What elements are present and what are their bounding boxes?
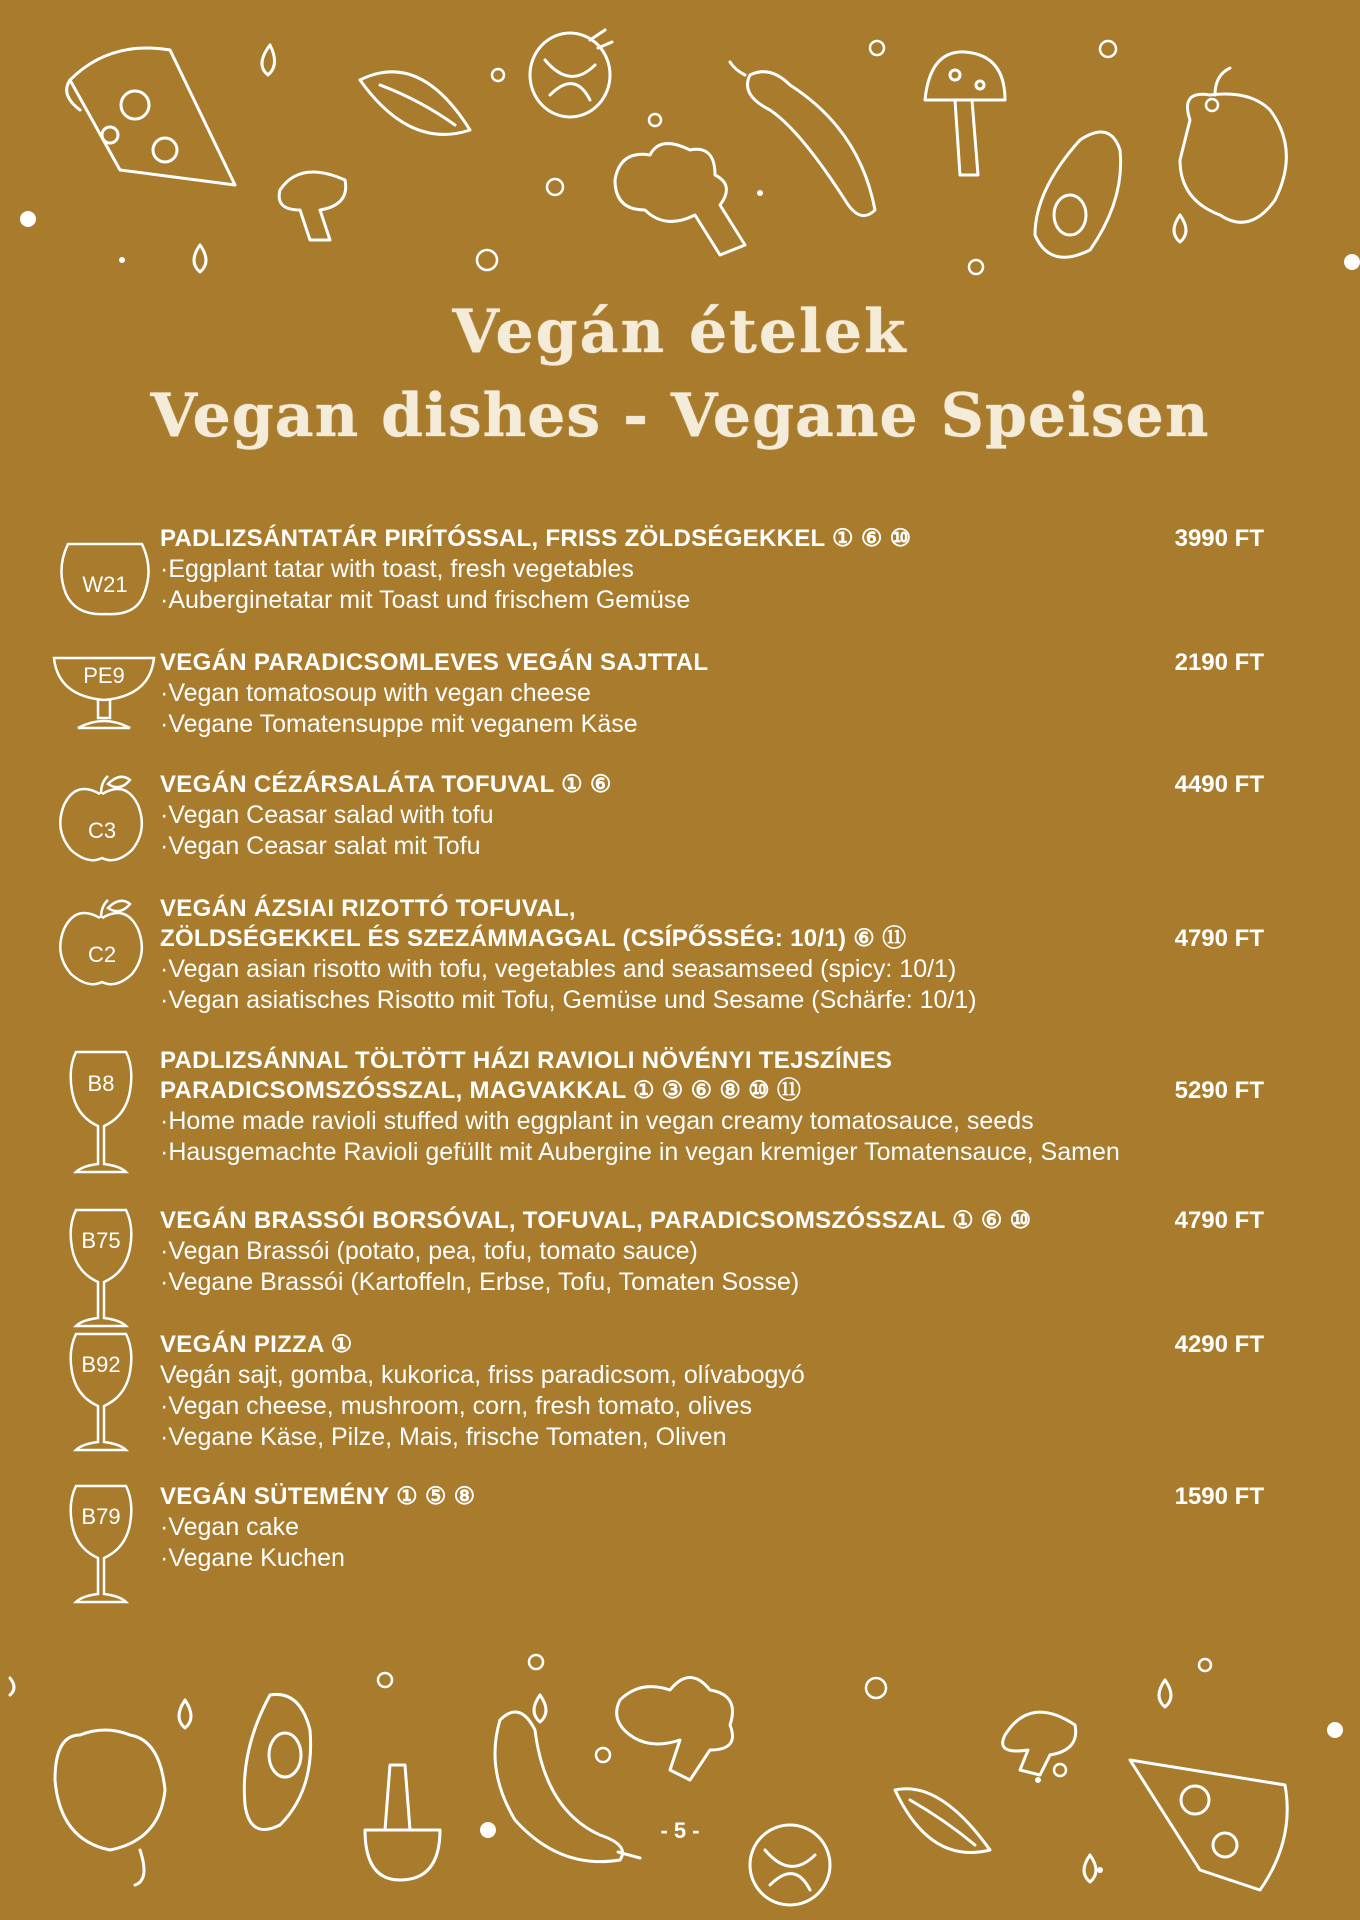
mushroom-icon: [365, 1765, 440, 1880]
wine-glass-icon: [46, 524, 156, 664]
item-name: VEGÁN BRASSÓI BORSÓVAL, TOFUVAL, PARADICSOMSZÓSSZAL ① ⑥ ⑩: [160, 1207, 1032, 1234]
bottom-food-doodles: [0, 1640, 1360, 1920]
svg-text:B8: B8: [87, 1071, 115, 1096]
avocado-icon: [1035, 132, 1121, 257]
item-description-de: ·Vegan asiatisches Risotto mit Tofu, Gemüse und Sesame (Schärfe: 10/1): [160, 986, 977, 1014]
item-description-de: ·Auberginetatar mit Toast und frischem Gemüse: [160, 586, 691, 614]
mushroom-icon: [925, 52, 1005, 175]
item-description-en: ·Vegan Brassói (potato, pea, tofu, tomato sauce): [160, 1237, 698, 1265]
svg-text:C3: C3: [87, 818, 117, 843]
avocado-icon: [244, 1694, 310, 1829]
mushroom-icon: [279, 172, 346, 240]
item-description-hu: Vegán sajt, gomba, kukorica, friss paradicsom, olívabogyó: [160, 1361, 805, 1389]
apple-icon: [46, 770, 156, 910]
eggplant-icon: [495, 1712, 640, 1862]
top-food-doodles: [0, 0, 1360, 290]
item-price: 3990 FT: [1174, 525, 1264, 552]
broccoli-icon: [615, 144, 745, 255]
pepper-icon: [1180, 68, 1286, 222]
svg-text:PE9: PE9: [83, 663, 125, 688]
item-name: VEGÁN PIZZA ①: [160, 1331, 353, 1358]
leaf-icon: [360, 72, 470, 135]
pizza-icon: [67, 48, 235, 185]
beer-glass-icon: [46, 1482, 156, 1622]
item-description-en: ·Home made ravioli stuffed with eggplant in vegan creamy tomatosauce, seeds: [160, 1107, 1034, 1135]
item-description-de: ·Vegane Brassói (Kartoffeln, Erbse, Tofu, Tomaten Sosse): [160, 1268, 800, 1296]
item-description-en: ·Vegan cake: [160, 1513, 299, 1541]
item-name: PADLIZSÁNNAL TÖLTÖTT HÁZI RAVIOLI NÖVÉNYI TEJSZÍNES PARADICSOMSZÓSSZAL, MAGVAKKAL ① ③ ⑥ ⑧ ⑩ ⑪: [160, 1047, 893, 1104]
item-description-de: ·Vegane Kuchen: [160, 1544, 345, 1572]
page-subtitle: Vegan dishes - Vegane Speisen: [150, 381, 1210, 451]
item-name: VEGÁN ÁZSIAI RIZOTTÓ TOFUVAL, ZÖLDSÉGEKKEL ÉS SZEZÁMMAGGAL (CSÍPŐSSÉG: 10/1) ⑥ ⑪: [160, 895, 907, 952]
item-description-de: ·Vegane Tomatensuppe mit veganem Käse: [160, 710, 638, 738]
walnut-icon: [530, 30, 612, 117]
chili-icon: [730, 62, 875, 216]
svg-text:B79: B79: [81, 1504, 121, 1529]
item-price: 4790 FT: [1174, 925, 1264, 952]
pepper-icon: [55, 1730, 165, 1885]
item-price: 4490 FT: [1174, 771, 1264, 798]
item-price: 2190 FT: [1174, 649, 1264, 676]
item-name: VEGÁN SÜTEMÉNY ① ⑤ ⑧: [160, 1483, 476, 1510]
svg-text:C2: C2: [87, 942, 117, 967]
item-description-en: ·Vegan Ceasar salad with tofu: [160, 801, 494, 829]
mushroom-icon: [1003, 1712, 1076, 1775]
item-name: PADLIZSÁNTATÁR PIRÍTÓSSAL, FRISS ZÖLDSÉGEKKEL ① ⑥ ⑩: [160, 525, 912, 552]
item-price: 4290 FT: [1174, 1331, 1264, 1358]
item-description-en: ·Vegan asian risotto with tofu, vegetables and seasamseed (spicy: 10/1): [160, 955, 957, 983]
svg-text:B92: B92: [81, 1352, 121, 1377]
item-description-en: ·Eggplant tatar with toast, fresh vegetables: [160, 555, 634, 583]
item-price: 1590 FT: [1174, 1483, 1264, 1510]
item-name: VEGÁN PARADICSOMLEVES VEGÁN SAJTTAL: [160, 649, 709, 676]
item-description-en: ·Vegan tomatosoup with vegan cheese: [160, 679, 591, 707]
page-header: [0, 290, 1360, 458]
pizza-icon: [1130, 1760, 1287, 1890]
svg-text:B75: B75: [81, 1228, 121, 1253]
item-description-de: ·Vegan Ceasar salat mit Tofu: [160, 832, 481, 860]
broccoli-icon: [617, 1678, 733, 1781]
page-title: Vegán ételek: [452, 297, 908, 367]
beer-glass-icon: [46, 1206, 156, 1346]
item-name: VEGÁN CÉZÁRSALÁTA TOFUVAL ① ⑥: [160, 771, 612, 798]
beer-glass-icon: [46, 1330, 156, 1470]
leaf-icon: [895, 1789, 990, 1853]
item-description-de: ·Vegane Käse, Pilze, Mais, frische Tomaten, Oliven: [160, 1423, 727, 1451]
svg-text:W21: W21: [82, 572, 128, 597]
beer-glass-icon: [46, 1046, 156, 1186]
item-price: 4790 FT: [1174, 1207, 1264, 1234]
walnut-icon: [750, 1825, 830, 1905]
item-price: 5290 FT: [1174, 1077, 1264, 1104]
apple-icon: [46, 894, 156, 1034]
coupe-glass-icon: [46, 648, 156, 788]
item-description-en: ·Vegan cheese, mushroom, corn, fresh tomato, olives: [160, 1392, 752, 1420]
page-number: - 5 -: [660, 1818, 700, 1843]
item-description-de: ·Hausgemachte Ravioli gefüllt mit Aubergine in vegan kremiger Tomatensauce, Samen: [160, 1138, 1120, 1166]
